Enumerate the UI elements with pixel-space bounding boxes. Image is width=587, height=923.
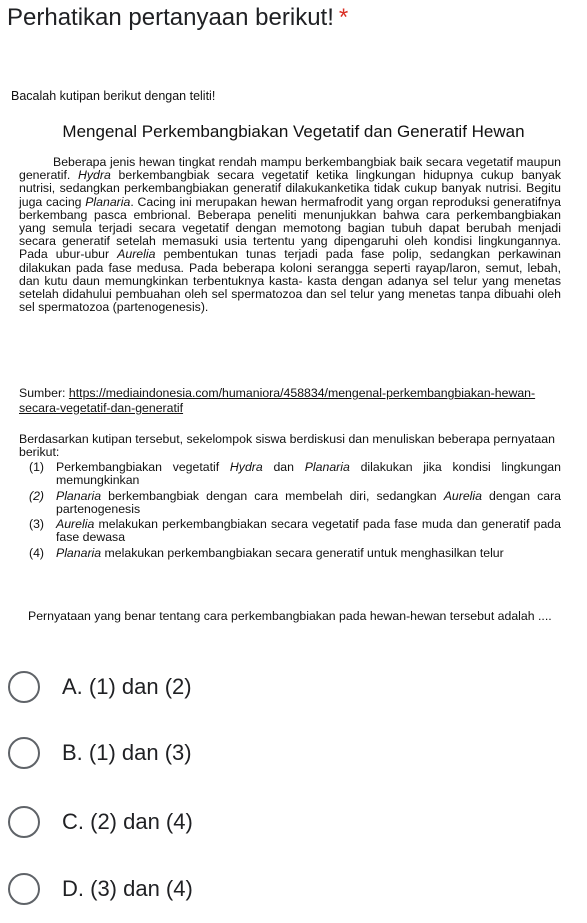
question-title bbox=[7, 4, 348, 32]
required-asterisk: * bbox=[338, 4, 349, 31]
passage-text: . Cacing ini merupakan hewan hermafrodit yang organ reproduksi generatifnya berkembang pasca embrional. Beberapa peneliti menunjukkan bahwa cara perkembangbiakan yang semula terjadi secara vegetatif dengan memotong bagian tubuh dapat berubah menjadi secara generatif setelah memasuki usia tertentu yang dipengaruhi oleh kondisi lingkungannya. Pada ubur-ubur bbox=[19, 194, 561, 262]
statement-text: Planaria melakukan perkembangbiakan secara generatif untuk menghasilkan telur bbox=[56, 545, 504, 560]
option-c[interactable] bbox=[6, 798, 566, 846]
statement-text: Perkembangbiakan vegetatif Hydra dan Planaria dilakukan jika kondisi lingkungan memungkinkan bbox=[56, 460, 561, 488]
question-prompt: Pernyataan yang benar tentang cara perkembangbiakan pada hewan-hewan tersebut adalah .... bbox=[28, 609, 552, 623]
radio-button[interactable] bbox=[8, 873, 40, 905]
statement-number: (2) bbox=[29, 488, 45, 503]
passage-instruction: Bacalah kutipan berikut dengan teliti! bbox=[11, 89, 216, 103]
statement-number: (4) bbox=[29, 545, 45, 560]
option-d[interactable] bbox=[6, 865, 566, 913]
passage-text: pembentukan tunas terjadi pada fase polip, sedangkan perkawinan dilakukan pada fase medusa. Pada beberapa koloni serangga seperti rayap/laron, semut, lebah, dan kutu daun memungkinkan terbentuknya kasta- kasta dengan adanya sel telur yang menetas setelah didahului pembuahan oleh sel spermatozoa dan sel telur yang menetas tanpa dibuahi oleh sel spermatozoa (partenogenesis). bbox=[19, 247, 562, 315]
statement-item bbox=[19, 518, 561, 544]
option-label: C. (2) dan (4) bbox=[62, 809, 193, 834]
statement-item bbox=[19, 461, 561, 487]
statement-item bbox=[19, 547, 561, 560]
statement-text: Aurelia melakukan perkembangbiakan secara vegetatif pada fase muda dan generatif pada fase dewasa bbox=[56, 517, 561, 545]
option-label: D. (3) dan (4) bbox=[62, 876, 193, 901]
option-label: B. (1) dan (3) bbox=[62, 740, 192, 765]
question-title-text: Perhatikan pertanyaan berikut! bbox=[7, 4, 334, 31]
radio-button[interactable] bbox=[8, 671, 40, 703]
statements-list bbox=[19, 461, 561, 562]
passage-italic-term: Planaria bbox=[85, 194, 131, 209]
source-link: https://mediaindonesia.com/humaniora/458834/mengenal-perkembangbiakan-hewan-secara-vegetatif-dan-generatif bbox=[19, 386, 536, 415]
passage-text: berkembangbiak secara vegetatif ketika lingkungan hidupnya cukup banyak nutrisi, sedangkan perkembangbiakan generatif dilakukanketika tidak cukup banyak nutrisi. Begitu juga cacing bbox=[19, 168, 561, 209]
passage-text: Beberapa jenis hewan tingkat rendah mampu berkembangbiak baik secara vegetatif maupun generatif. bbox=[19, 155, 561, 183]
statement-number: (3) bbox=[29, 517, 45, 532]
passage-body bbox=[19, 156, 561, 314]
passage-italic-term: Aurelia bbox=[117, 247, 156, 262]
option-label: A. (1) dan (2) bbox=[62, 674, 192, 699]
statement-number: (1) bbox=[29, 460, 45, 474]
statements-intro: Berdasarkan kutipan tersebut, sekelompok siswa berdiskusi dan menuliskan beberapa pernyataan berikut: bbox=[19, 432, 555, 459]
question-image bbox=[0, 84, 587, 654]
radio-button[interactable] bbox=[8, 737, 40, 769]
statement-text: Planaria berkembangbiak dengan cara membelah diri, sedangkan Aurelia dengan cara partenogenesis bbox=[56, 488, 562, 516]
passage-source bbox=[19, 386, 561, 416]
option-b[interactable] bbox=[6, 729, 566, 777]
passage-title: Mengenal Perkembangbiakan Vegetatif dan Generatif Hewan bbox=[62, 122, 525, 141]
source-label: Sumber: bbox=[19, 386, 69, 400]
option-a[interactable] bbox=[6, 663, 566, 711]
passage-italic-term: Hydra bbox=[78, 168, 111, 183]
statement-item bbox=[19, 490, 561, 516]
radio-button[interactable] bbox=[8, 806, 40, 838]
